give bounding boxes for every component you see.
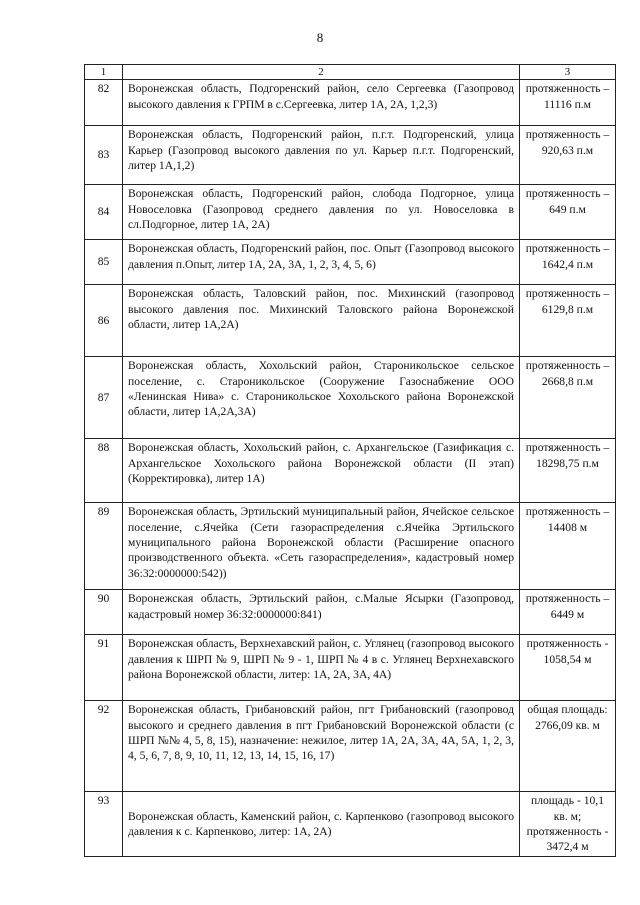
row-measure [520,185,616,240]
header-col-2: 2 [123,65,520,80]
row-description: Воронежская область, Хохольский район, Староникольское сельское поселение, с. Староникольское (Сооружение Газоснабжение ООО «Ленинская Нива» с. Староникольское Хохольского района Воронежской области, литер 1А,2А,3А) [123,357,520,439]
row-measure [520,240,616,285]
row-description: Воронежская область, Подгоренский район, п.г.т. Подгоренский, улица Карьер (Газопровод высокого давления по ул. Карьер п.г.т. Подгоренский, литер 1А,1,2) [123,126,520,185]
row-description: Воронежская область, Каменский район, с. Карпенково (газопровод высокого давления к с. Карпенково, литер: 1А, 2А) [123,792,520,857]
measure-label: общая площадь: [527,703,608,717]
measure-value: 14408 м [547,520,588,534]
measure-value: 649 п.м [549,202,586,216]
measure-label: протяженность – [525,441,610,455]
measure-value: 2668,8 п.м [541,374,594,388]
header-col-1: 1 [85,65,123,80]
measure-label: протяженность – [525,505,610,519]
measure-label: протяженность – [525,82,610,96]
table-row [85,357,616,439]
measure-label: протяженность – [525,287,610,301]
table-row [85,792,616,857]
measure-value: 6129,8 п.м [541,302,594,316]
row-measure [520,792,616,857]
row-number: 88 [85,439,123,503]
row-number: 85 [85,240,123,285]
header-col-3: 3 [520,65,616,80]
table-row [85,80,616,126]
measure-label: площадь - 10,1 кв. м; [531,794,604,823]
row-description: Воронежская область, Эртильский район, с.Малые Ясырки (Газопровод, кадастровый номер 36:32:0000000:841) [123,590,520,635]
measure-value: 1642,4 п.м [541,257,594,271]
measure-value: протяженность - 3472,4 м [526,824,609,854]
row-measure [520,503,616,590]
measure-value: 11116 п.м [543,97,592,111]
row-description: Воронежская область, Грибановский район, пгт Грибановский (газопровод высокого и среднего давления в пгт Грибановский Воронежской области (с ШРП №№ 4, 5, 8, 15), назначение: нежилое, литер 1А, 2А, 3А, 4А, 5А, 1, 2, 3, 4, 5, 6, 7, 8, 9, 10, 11, 12, 13, 14, 15, 16, 17) [123,701,520,792]
table-row [85,240,616,285]
table-row [85,590,616,635]
measure-value: 2766,09 кв. м [535,718,600,732]
table-row [85,701,616,792]
page-number: 8 [316,30,324,45]
row-measure [520,701,616,792]
row-description: Воронежская область, Таловский район, пос. Михинский (газопровод высокого давления пос. Михинский Таловского района Воронежской области, литер 1А,2А) [123,285,520,357]
row-description: Воронежская область, Хохольский район, с. Архангельское (Газификация с. Архангельское Хохольского района Воронежской области (II этап) (Корректировка), литер 1А) [123,439,520,503]
row-number: 84 [85,185,123,240]
row-measure [520,285,616,357]
row-description: Воронежская область, Подгоренский район, село Сергеевка (Газопровод высокого давления к ГРПМ в с.Сергеевка, литер 1А, 2А, 1,2,3) [123,80,520,126]
row-measure [520,80,616,126]
measure-label: протяженность – [525,187,610,201]
row-number: 89 [85,503,123,590]
table-row [85,285,616,357]
row-number: 92 [85,701,123,792]
measure-label: протяженность – [525,128,610,142]
row-measure [520,357,616,439]
row-description: Воронежская область, Подгоренский район, слобода Подгорное, улица Новоселовка (Газопровод среднего давления по ул. Новоселовка в сл.Подгорное, литер 1А, 2А) [123,185,520,240]
measure-value: 1058,54 м [543,652,592,666]
row-number: 86 [85,285,123,357]
row-number: 87 [85,357,123,439]
row-measure [520,635,616,701]
measure-value: 920,63 п.м [541,143,594,157]
row-number: 91 [85,635,123,701]
row-measure [520,126,616,185]
table-row [85,185,616,240]
row-number: 90 [85,590,123,635]
row-measure [520,590,616,635]
row-number: 82 [85,80,123,126]
measure-value: 18298,75 п.м [536,456,599,470]
row-description: Воронежская область, Эртильский муниципальный район, Ячейское сельское поселение, с.Ячейка (Сети газораспределения с.Ячейка Эртильского муниципального района Воронежской области (Расширение опасного производственного объекта. «Сеть газораспределения», кадастровый номер 36:32:0000000:542)) [123,503,520,590]
measure-label: протяженность – [525,592,610,606]
table-row [85,126,616,185]
measure-label: протяженность - [526,637,609,651]
row-description: Воронежская область, Верхнехавский район, с. Углянец (газопровод высокого давления к ШРП № 9, ШРП № 9 - 1, ШРП № 4 в с. Углянец Верхнехавского района Воронежской области, литер: 1А, 2А, 3А, 4А) [123,635,520,701]
table-row [85,503,616,590]
register-table [84,64,616,857]
measure-value: 6449 м [550,607,585,621]
measure-label: протяженность – [525,242,610,256]
row-number: 93 [85,792,123,857]
row-description: Воронежская область, Подгоренский район, пос. Опыт (Газопровод высокого давления п.Опыт, литер 1А, 2А, 3А, 1, 2, 3, 4, 5, 6) [123,240,520,285]
row-number: 83 [85,126,123,185]
table-header-row [85,65,616,80]
table-row [85,635,616,701]
table-row [85,439,616,503]
measure-label: протяженность – [525,359,610,373]
row-measure [520,439,616,503]
